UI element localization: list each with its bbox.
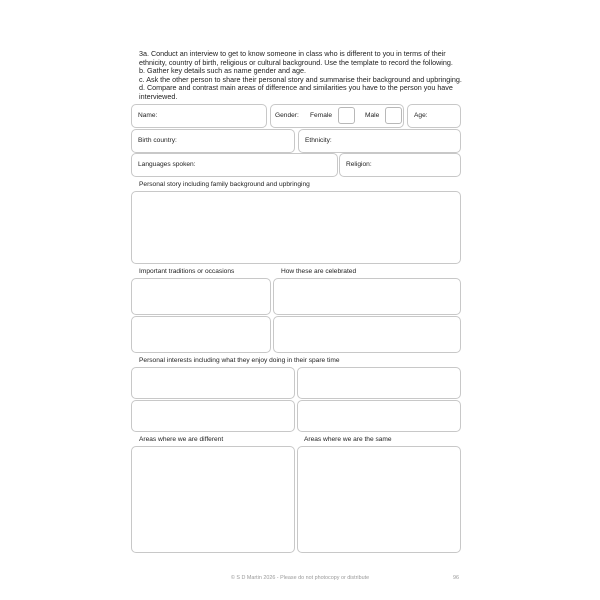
interests-box-4[interactable] [297,400,461,432]
instructions [139,50,469,102]
celebrated-box-2[interactable] [273,316,461,353]
birth-country-label: Birth country: [138,137,177,144]
languages-label: Languages spoken: [138,161,196,168]
traditions-box-1[interactable] [131,278,271,315]
different-label: Areas where we are different [139,436,224,443]
traditions-box-2[interactable] [131,316,271,353]
instruction-line: ethnicity, country of birth, religious or cultural background. Use the template to record the following. [139,57,453,67]
interests-box-1[interactable] [131,367,295,399]
gender-label: Gender: [275,112,299,119]
different-area[interactable] [131,446,295,553]
instruction-line: interviewed. [139,91,178,101]
interests-box-2[interactable] [297,367,461,399]
ethnicity-label: Ethnicity: [305,137,332,144]
religion-label: Religion: [346,161,372,168]
instruction-line: b. Gather key details such as name gender and age. [139,66,307,76]
interests-label: Personal interests including what they enjoy doing in their spare time [139,357,340,364]
same-area[interactable] [297,446,461,553]
traditions-label: Important traditions or occasions [139,268,235,275]
page-number: 96 [453,575,459,581]
same-label: Areas where we are the same [304,436,392,443]
instruction-line: c. Ask the other person to share their personal story and summarise their background and upbringing. [139,74,462,84]
interests-box-3[interactable] [131,400,295,432]
male-label: Male [365,112,380,119]
male-checkbox[interactable] [385,107,402,124]
name-label: Name: [138,112,158,119]
personal-story-area[interactable] [131,191,461,264]
age-label: Age: [414,112,428,119]
instruction-line: 3a. Conduct an interview to get to know someone in class who is different to you in terms of their [139,49,446,58]
celebrated-label: How these are celebrated [281,268,357,275]
female-label: Female [310,112,332,119]
instruction-line: d. Compare and contrast main areas of difference and similarities you have to the person you have [139,83,453,93]
personal-story-label: Personal story including family background and upbringing [139,181,310,188]
female-checkbox[interactable] [338,107,355,124]
celebrated-box-1[interactable] [273,278,461,315]
copyright-footer: © S D Martin 2026 - Please do not photocopy or distribute [230,575,370,581]
